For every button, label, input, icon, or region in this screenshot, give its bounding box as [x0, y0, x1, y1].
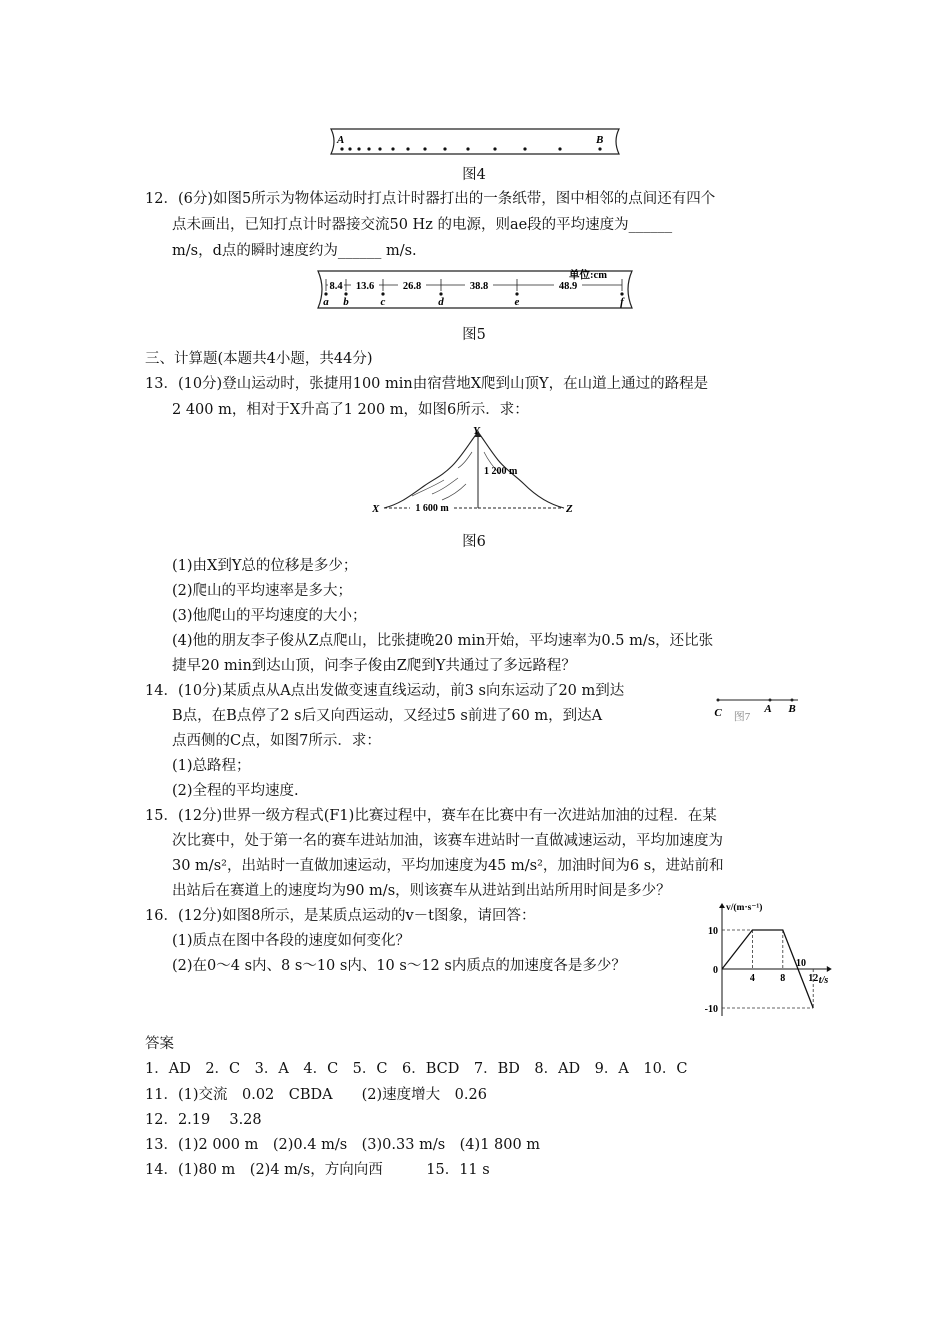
fig5-seg-bc: 13.6 — [355, 281, 375, 292]
q15-line-1: 15．(12分)世界一级方程式(F1)比赛过程中，赛车在比赛中有一次进站加油的过程．在某 — [145, 808, 717, 824]
fig5-point-b: b — [343, 296, 349, 308]
fig7-label-a: A — [764, 703, 772, 715]
vt-xtick-12: 12 — [808, 973, 819, 984]
q14-line-3: 点西侧的C点，如图7所示．求： — [172, 733, 381, 749]
fig7-caption-partial: 图7 — [733, 711, 751, 723]
q13-sub-4b: 捷早20 min到达山顶，问李子俊由Z爬到Y共通过了多远路程？ — [172, 658, 576, 674]
q13-line-2: 2 400 m，相对于X升高了1 200 m，如图6所示．求： — [172, 402, 529, 418]
figure-6-caption: 图6 — [462, 534, 486, 550]
figure-5-paper-tape — [310, 266, 640, 312]
fig5-point-a: a — [323, 296, 329, 308]
fig5-point-d: d — [438, 296, 444, 308]
q16-sub-2: (2)在0～4 s内、8 s～10 s内、10 s～12 s内质点的加速度各是多少？ — [172, 958, 626, 974]
fig4-label-a: A — [337, 134, 345, 146]
answers-line-2: 11．(1)交流 0.02 CBDA (2)速度增大 0.26 — [145, 1087, 487, 1103]
fig6-height-label: 1 200 m — [484, 466, 518, 477]
fig5-seg-cd: 26.8 — [402, 281, 422, 292]
vt-y-arrow — [719, 903, 725, 908]
q16-line-1: 16．(12分)如图8所示，是某质点运动的v－t图象，请回答： — [145, 908, 536, 924]
fig5-seg-de: 38.8 — [469, 281, 489, 292]
fig5-point-f: f — [620, 296, 624, 308]
q15-line-2: 次比赛中，处于第一名的赛车进站加油，该赛车进站时一直做减速运动，平均加速度为 — [172, 833, 723, 849]
q14-sub-2: (2)全程的平均速度. — [172, 783, 299, 799]
fig5-unit: 单位:cm — [569, 270, 607, 281]
fig5-point-c: c — [380, 296, 386, 308]
q13-sub-4a: (4)他的朋友李子俊从Z点爬山，比张捷晚20 min开始，平均速率为0.5 m/s，还比张 — [172, 633, 714, 649]
q14-line-2: B点，在B点停了2 s后又向西运动，又经过5 s前进了60 m，到达A — [172, 708, 603, 724]
answers-line-1: 1．AD 2．C 3．A 4．C 5．C 6．BCD 7．BD 8．AD 9．A 10．C — [145, 1061, 688, 1077]
figure-6-mountain — [372, 424, 577, 518]
vt-xtick-10: 10 — [796, 958, 806, 969]
q13-sub-3: (3)他爬山的平均速度的大小； — [172, 608, 367, 624]
vt-x-axis-label: t/s — [818, 975, 829, 986]
vt-ytick-10: 10 — [708, 926, 718, 937]
figure-7-line — [712, 690, 812, 724]
vt-y-axis-label: v/(m·s⁻¹) — [726, 903, 763, 913]
fig6-label-y: Y — [473, 425, 480, 437]
q13-line-1: 13．(10分)登山运动时，张捷用100 min由宿营地X爬到山顶Y，在山道上通过的路程是 — [145, 376, 709, 392]
fig5-seg-ef: 48.9 — [558, 281, 578, 292]
figure-4-caption: 图4 — [462, 167, 486, 183]
fig7-label-c: C — [714, 707, 722, 719]
vt-xtick-8: 8 — [780, 973, 786, 984]
q12-line-1: 12．(6分)如图5所示为物体运动时打点计时器打出的一条纸带，图中相邻的点间还有四个 — [145, 191, 716, 207]
figure-8-vt-chart — [700, 895, 845, 1025]
vt-x-arrow — [827, 966, 832, 972]
q12-line-2: 点未画出，已知打点计时器接交流50 Hz 的电源，则ae段的平均速度为______ — [172, 217, 673, 233]
answers-line-3: 12．2.19 3.28 — [145, 1112, 262, 1128]
q14-line-1: 14．(10分)某质点从A点出发做变速直线运动，前3 s向东运动了20 m到达 — [145, 683, 625, 699]
fig7-label-b: B — [788, 703, 796, 715]
vt-xtick-4: 4 — [749, 973, 755, 984]
figure-4-paper-tape — [325, 126, 625, 158]
figure-5-caption: 图5 — [462, 327, 486, 343]
fig5-point-e: e — [514, 296, 520, 308]
section-3-heading: 三、计算题(本题共4小题，共44分) — [145, 351, 373, 367]
q15-line-3: 30 m/s²，出站时一直做加速运动，平均加速度为45 m/s²，加油时间为6 s，进站前和 — [172, 858, 724, 874]
q12-line-3: m/s，d点的瞬时速度约为______ m/s. — [172, 243, 417, 259]
vt-ytick-0: 0 — [713, 965, 718, 976]
fig4-label-b: B — [596, 134, 604, 146]
q13-sub-2: (2)爬山的平均速率是多大； — [172, 583, 353, 599]
fig6-label-z: Z — [566, 503, 573, 515]
fig5-seg-ab: 8.4 — [329, 281, 343, 292]
q15-line-4: 出站后在赛道上的速度均为90 m/s，则该赛车从进站到出站所用时间是多少？ — [172, 883, 671, 899]
fig4-dots — [340, 147, 601, 150]
answers-line-4: 13．(1)2 000 m (2)0.4 m/s (3)0.33 m/s (4)1 800 m — [145, 1137, 541, 1153]
q14-sub-1: (1)总路程； — [172, 758, 251, 774]
answers-line-5: 14．(1)80 m (2)4 m/s，方向向西 15．11 s — [145, 1162, 490, 1178]
vt-ytick--10: -10 — [704, 1004, 718, 1015]
q16-sub-1: (1)质点在图中各段的速度如何变化？ — [172, 933, 411, 949]
q13-sub-1: (1)由X到Y总的位移是多少； — [172, 558, 358, 574]
fig6-base-label: 1 600 m — [415, 503, 449, 514]
answers-title: 答案 — [145, 1036, 174, 1052]
fig6-label-x: X — [372, 503, 380, 515]
